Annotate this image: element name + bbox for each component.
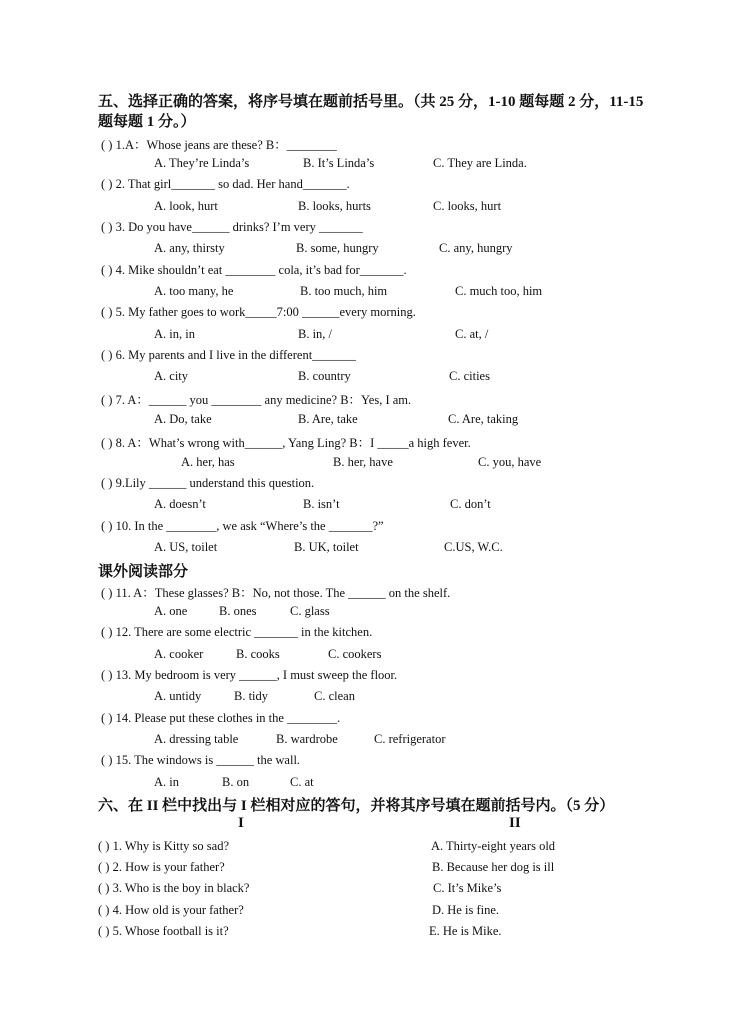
option-b: B. tidy bbox=[234, 689, 269, 703]
question-stem: ( ) 2. That girl_______ so dad. Her hand_______. bbox=[101, 177, 350, 191]
option-c: C. Are, taking bbox=[448, 412, 519, 426]
matching-question: ( ) 5. Whose football is it? bbox=[98, 924, 229, 938]
option-b: B. country bbox=[298, 369, 351, 383]
column-header-i: I bbox=[238, 815, 244, 831]
question-stem: ( ) 11. A：These glasses? B：No, not those. The ______ on the shelf. bbox=[101, 586, 451, 600]
option-c: C. don’t bbox=[450, 497, 491, 511]
reading-section-title: 课外阅读部分 bbox=[98, 564, 189, 580]
matching-answer: B. Because her dog is ill bbox=[432, 860, 555, 874]
option-a: A. doesn’t bbox=[154, 497, 206, 511]
option-b: B. isn’t bbox=[303, 497, 340, 511]
option-c: C. looks, hurt bbox=[433, 199, 502, 213]
question-stem: ( ) 10. In the ________, we ask “Where’s the _______?” bbox=[101, 519, 384, 533]
question-stem: ( ) 14. Please put these clothes in the ________. bbox=[101, 711, 341, 725]
column-header-ii: II bbox=[509, 815, 521, 831]
option-a: A. untidy bbox=[154, 689, 202, 703]
question-stem: ( ) 7. A：______ you ________ any medicine? B：Yes, I am. bbox=[101, 393, 412, 407]
matching-answer: E. He is Mike. bbox=[429, 924, 502, 938]
option-b: B. in, / bbox=[298, 327, 333, 341]
option-c: C. glass bbox=[290, 604, 330, 618]
option-a: A. in, in bbox=[154, 327, 195, 341]
option-a: A. US, toilet bbox=[154, 540, 218, 554]
section-title-line1: 五、选择正确的答案，将序号填在题前括号里。（共 25 分，1-10 题每题 2 分，11-15 bbox=[98, 94, 644, 110]
question-stem: ( ) 15. The windows is ______ the wall. bbox=[101, 753, 301, 767]
section-title-line2: 题每题 1 分。） bbox=[98, 114, 196, 130]
matching-question: ( ) 2. How is your father? bbox=[98, 860, 225, 874]
option-c: C. at, / bbox=[455, 327, 489, 341]
option-b: B. cooks bbox=[236, 647, 280, 661]
question-stem: ( ) 8. A：What’s wrong with______, Yang Ling? B：I _____a high fever. bbox=[101, 436, 471, 450]
option-b: B. looks, hurts bbox=[298, 199, 371, 213]
matching-answer: D. He is fine. bbox=[432, 903, 499, 917]
option-a: A. cooker bbox=[154, 647, 204, 661]
matching-section-title: 六、在 II 栏中找出与 I 栏相对应的答句，并将其序号填在题前括号内。（5 分） bbox=[98, 798, 615, 814]
question-stem: ( ) 4. Mike shouldn’t eat ________ cola, it’s bad for_______. bbox=[101, 263, 407, 277]
option-a: A. look, hurt bbox=[154, 199, 218, 213]
option-c: C. cookers bbox=[328, 647, 382, 661]
option-c: C. you, have bbox=[478, 455, 542, 469]
option-a: A. in bbox=[154, 775, 179, 789]
option-a: A. They’re Linda’s bbox=[154, 156, 250, 170]
option-c: C. at bbox=[290, 775, 314, 789]
option-a: A. her, has bbox=[181, 455, 235, 469]
option-a: A. too many, he bbox=[154, 284, 234, 298]
matching-answer: A. Thirty-eight years old bbox=[431, 839, 556, 853]
option-c: C. any, hungry bbox=[439, 241, 513, 255]
option-b: B. too much, him bbox=[300, 284, 388, 298]
matching-answer: C. It’s Mike’s bbox=[433, 881, 502, 895]
matching-question: ( ) 1. Why is Kitty so sad? bbox=[98, 839, 230, 853]
option-b: B. UK, toilet bbox=[294, 540, 359, 554]
option-a: A. any, thirsty bbox=[154, 241, 225, 255]
option-c: C. cities bbox=[449, 369, 490, 383]
question-stem: ( ) 1.A：Whose jeans are these? B：________ bbox=[101, 138, 337, 152]
question-stem: ( ) 6. My parents and I live in the different_______ bbox=[101, 348, 356, 362]
option-b: B. ones bbox=[219, 604, 257, 618]
question-stem: ( ) 13. My bedroom is very ______, I must sweep the floor. bbox=[101, 668, 398, 682]
option-b: B. on bbox=[222, 775, 250, 789]
question-stem: ( ) 12. There are some electric _______ in the kitchen. bbox=[101, 625, 373, 639]
option-a: A. Do, take bbox=[154, 412, 212, 426]
matching-question: ( ) 3. Who is the boy in black? bbox=[98, 881, 250, 895]
option-b: B. some, hungry bbox=[296, 241, 379, 255]
option-c: C.US, W.C. bbox=[444, 540, 503, 554]
option-a: A. city bbox=[154, 369, 189, 383]
option-b: B. Are, take bbox=[298, 412, 358, 426]
matching-question: ( ) 4. How old is your father? bbox=[98, 903, 244, 917]
option-b: B. It’s Linda’s bbox=[303, 156, 375, 170]
option-b: B. wardrobe bbox=[276, 732, 338, 746]
option-a: A. one bbox=[154, 604, 188, 618]
option-c: C. clean bbox=[314, 689, 355, 703]
option-c: C. They are Linda. bbox=[433, 156, 527, 170]
question-stem: ( ) 5. My father goes to work_____7:00 ______every morning. bbox=[101, 305, 416, 319]
option-b: B. her, have bbox=[333, 455, 393, 469]
option-c: C. refrigerator bbox=[374, 732, 446, 746]
question-stem: ( ) 9.Lily ______ understand this question. bbox=[101, 476, 315, 490]
option-c: C. much too, him bbox=[455, 284, 543, 298]
question-stem: ( ) 3. Do you have______ drinks? I’m very _______ bbox=[101, 220, 363, 234]
option-a: A. dressing table bbox=[154, 732, 239, 746]
